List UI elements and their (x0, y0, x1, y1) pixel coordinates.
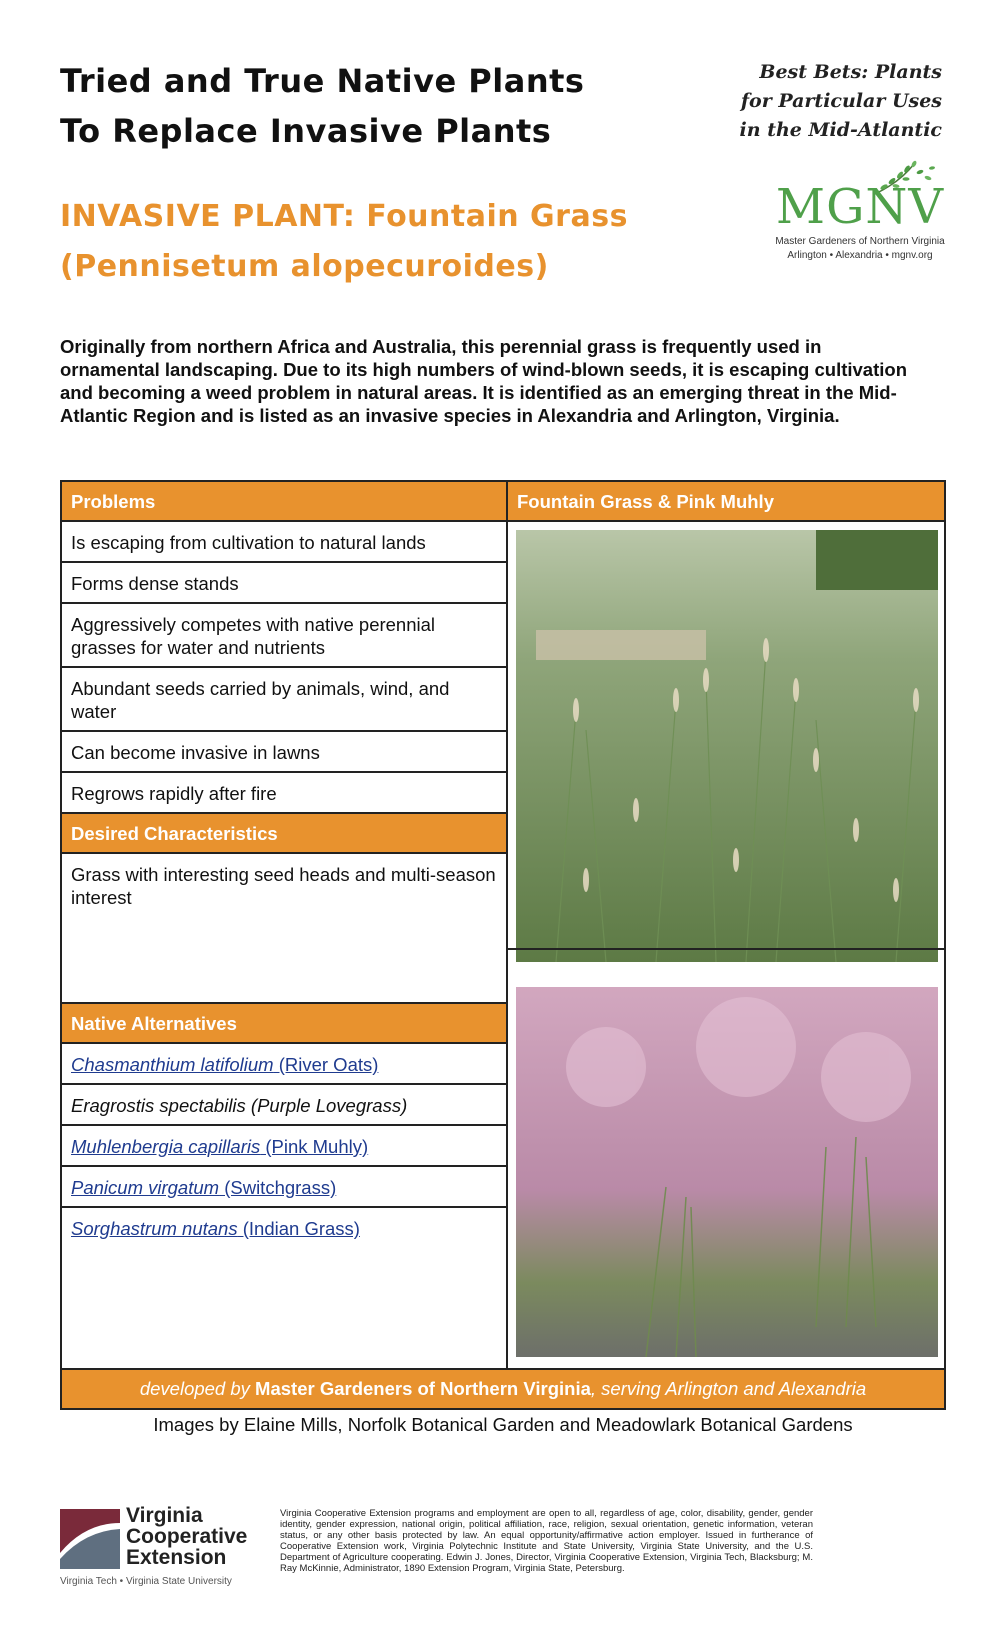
vce-universities: Virginia Tech • Virginia State University (60, 1576, 232, 1587)
page-title-line-2: To Replace Invasive Plants (60, 112, 552, 150)
alternative-latin: Chasmanthium latifolium (71, 1054, 274, 1075)
alternative-common: (River Oats) (273, 1054, 379, 1075)
alternative-item[interactable] (62, 1208, 506, 1249)
problem-item: Forms dense stands (62, 563, 506, 604)
problem-item: Regrows rapidly after fire (62, 773, 506, 814)
alternative-link-indian-grass[interactable] (71, 1218, 360, 1239)
alternative-common: (Pink Muhly) (260, 1136, 369, 1157)
mgnv-wordmark: MGNV (775, 179, 945, 235)
problems-header: Problems (62, 482, 506, 522)
alternative-common: (Switchgrass) (219, 1177, 337, 1198)
alternative-item[interactable] (62, 1126, 506, 1167)
invasive-heading-line-1: INVASIVE PLANT: Fountain Grass (60, 199, 628, 234)
alternative-latin: Panicum virgatum (71, 1177, 220, 1198)
developed-by-prefix: developed by (139, 1378, 256, 1399)
desired-characteristics-header: Desired Characteristics (62, 814, 506, 854)
photo-divider (508, 948, 944, 950)
problem-item: Is escaping from cultivation to natural lands (62, 522, 506, 563)
vce-wordmark (126, 1505, 247, 1568)
legal-notice: Virginia Cooperative Extension programs and employment are open to all, regardless of age, color, disability, gender, gender identity, gender expression, national origin, political affiliation, race, religion, sexual orientation, genetic information, veteran status, or any other basis protected by law. An equal opportunity/affirmative action employer. Issued in furtherance of Cooperative Extension work, Virginia Polytechnic Institute and State University, Virginia State University, and the U.S. Department of Agriculture cooperating. Edwin J. Jones, Director, Virginia Cooperative Extension, Virginia Tech, Blacksburg; M. Ray McKinnie, Administrator, 1890 Extension Program, Virginia State, Petersburg. (280, 1508, 813, 1574)
vce-logo (60, 1505, 260, 1585)
mgnv-logo (760, 160, 960, 261)
photos-header: Fountain Grass & Pink Muhly (508, 482, 944, 522)
desired-characteristics-text: Grass with interesting seed heads and multi-season interest (62, 854, 506, 1004)
invasive-plant-heading (60, 192, 628, 292)
alternative-item[interactable] (62, 1044, 506, 1085)
alternative-latin: Sorghastrum nutans (71, 1218, 238, 1239)
alternative-link-switchgrass[interactable] (71, 1177, 336, 1198)
page-title (60, 56, 584, 156)
vce-swoosh-icon (60, 1509, 120, 1569)
vce-line-1: Virginia (126, 1504, 203, 1527)
developed-by-band (62, 1368, 944, 1408)
invasive-heading-line-2: (Pennisetum alopecuroides) (60, 249, 549, 284)
alternative-common: (Indian Grass) (237, 1218, 360, 1239)
fountain-grass-photo (516, 530, 938, 962)
problem-item: Abundant seeds carried by animals, wind, and water (62, 668, 506, 732)
problem-item: Aggressively competes with native perennial grasses for water and nutrients (62, 604, 506, 668)
image-credits: Images by Elaine Mills, Norfolk Botanical Garden and Meadowlark Botanical Gardens (153, 1414, 853, 1435)
alternative-link-pink-muhly[interactable] (71, 1136, 368, 1157)
info-column (62, 482, 508, 1408)
alternative-link-river-oats[interactable] (71, 1054, 378, 1075)
page-title-line-1: Tried and True Native Plants (60, 62, 585, 100)
developed-by-org: Master Gardeners of Northern Virginia (255, 1378, 591, 1399)
mgnv-organization-name: Master Gardeners of Northern Virginia (775, 236, 945, 247)
best-bets-series-label (692, 58, 942, 145)
alternative-item[interactable] (62, 1167, 506, 1208)
best-bets-line-2: for Particular Uses (740, 90, 942, 112)
pink-muhly-photo (516, 987, 938, 1357)
best-bets-line-1: Best Bets: Plants (759, 61, 942, 83)
alternative-latin: Eragrostis spectabilis (71, 1095, 246, 1116)
vce-line-3: Extension (126, 1546, 227, 1569)
photo-column (508, 482, 944, 1408)
alternative-latin: Muhlenbergia capillaris (71, 1136, 261, 1157)
mgnv-locations: Arlington • Alexandria • mgnv.org (787, 250, 933, 261)
vce-line-2: Cooperative (126, 1525, 248, 1548)
native-alternatives-header: Native Alternatives (62, 1004, 506, 1044)
problem-item: Can become invasive in lawns (62, 732, 506, 773)
best-bets-line-3: in the Mid-Atlantic (739, 119, 942, 141)
intro-paragraph: Originally from northern Africa and Australia, this perennial grass is frequently used in ornamental landscaping. Due to its high numbers of wind-blown seeds, it is escaping cultivation and becoming a weed problem in natural areas. It is identified as an emerging threat in the Mid-Atlantic Region and is listed as an invasive species in Alexandria and Arlington, Virginia. (60, 336, 907, 426)
plant-info-table (60, 480, 946, 1410)
alternative-common: (Purple Lovegrass) (245, 1095, 408, 1116)
alternative-item (62, 1085, 506, 1126)
developed-by-serving: , serving Arlington and Alexandria (590, 1378, 867, 1399)
